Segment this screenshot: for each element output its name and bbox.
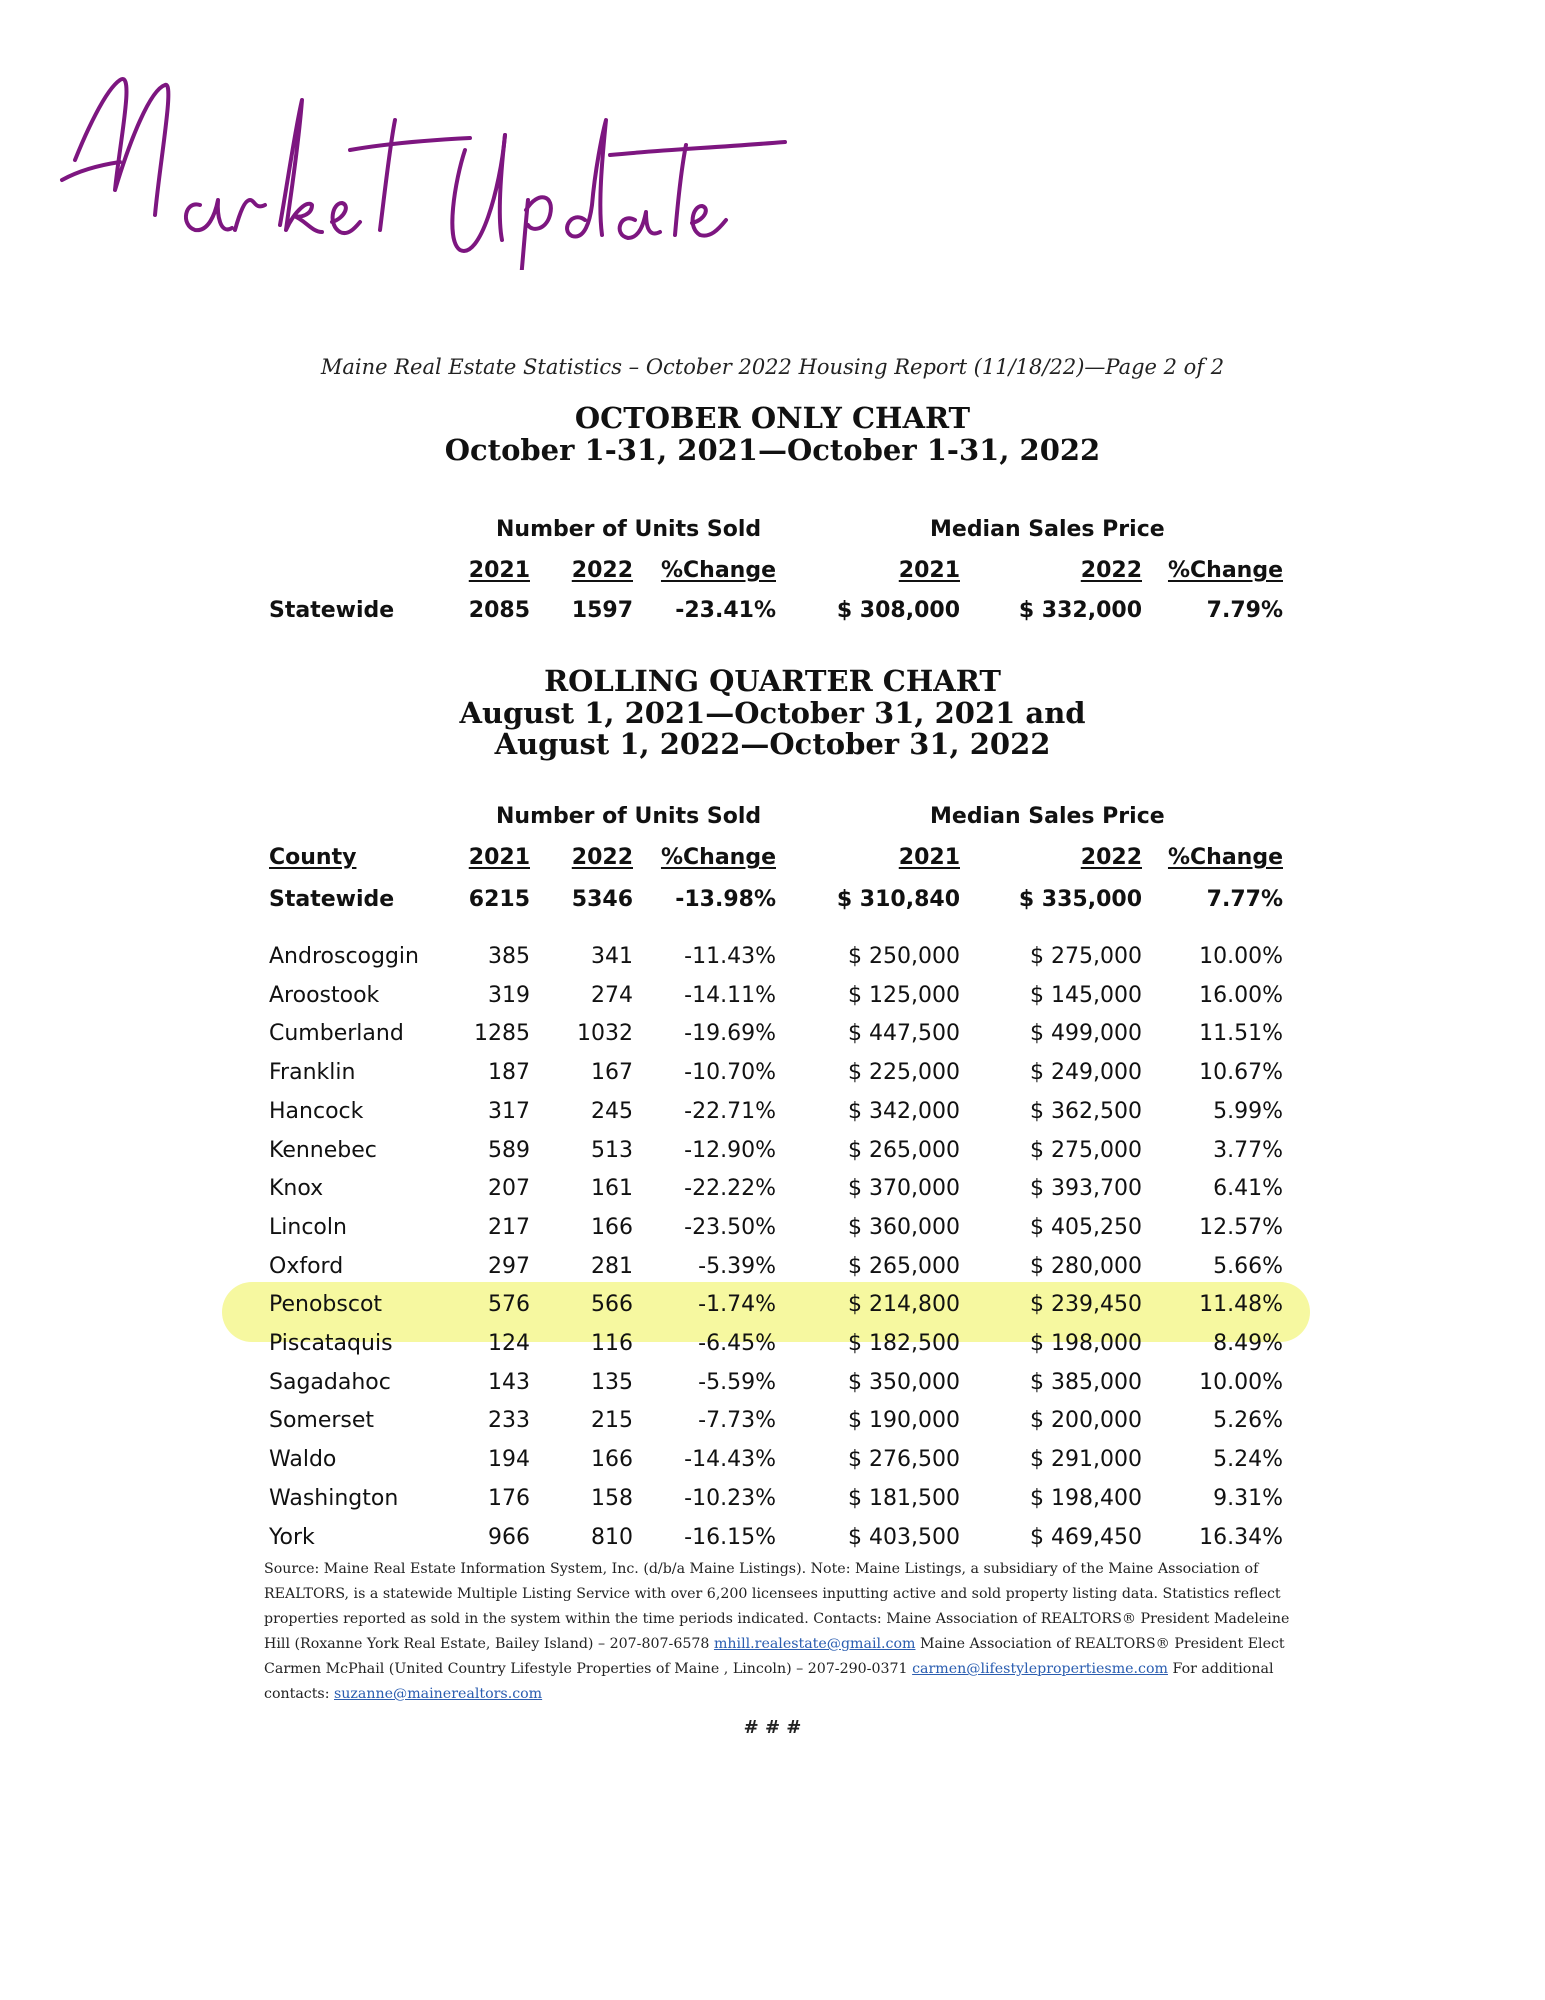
rolling-statewide-units-change: -13.98%: [675, 887, 776, 912]
cell-price-2021: $ 225,000: [848, 1060, 960, 1086]
cell-units-change: -14.43%: [684, 1447, 776, 1473]
cell-price-2022: $ 385,000: [1030, 1369, 1142, 1395]
cell-county: Washington: [269, 1485, 399, 1511]
rolling-chart-dates-2: August 1, 2022—October 31, 2022: [494, 727, 1051, 761]
cell-price-2022: $ 198,400: [1030, 1485, 1142, 1511]
rolling-units-group-header: Number of Units Sold: [496, 804, 762, 829]
cell-units-2021: 143: [488, 1369, 530, 1395]
cell-units-change: -6.45%: [698, 1331, 776, 1356]
cell-price-2022: $ 145,000: [1030, 982, 1142, 1008]
cell-units-2021: 187: [488, 1060, 530, 1086]
cell-units-2022: 158: [591, 1485, 633, 1511]
cell-units-2022: 245: [591, 1098, 633, 1124]
cell-county: Sagadahoc: [269, 1369, 391, 1395]
cell-price-2021: $ 214,800: [848, 1292, 960, 1318]
cell-units-2021: 966: [488, 1524, 530, 1550]
cell-units-change: -11.43%: [684, 944, 776, 969]
cell-units-change: -22.71%: [684, 1098, 776, 1124]
cell-units-2022: 166: [591, 1447, 633, 1473]
cell-price-2022: $ 275,000: [1030, 1137, 1142, 1163]
cell-units-change: -19.69%: [684, 1021, 776, 1047]
report-subtitle: Maine Real Estate Statistics – October 2022 Housing Report (11/18/22)—Page 2 of 2: [320, 355, 1225, 379]
cell-price-change: 11.51%: [1199, 1021, 1283, 1047]
cell-units-2022: 166: [591, 1214, 633, 1240]
cell-price-2022: $ 393,700: [1030, 1176, 1142, 1202]
cell-price-2022: $ 291,000: [1030, 1447, 1142, 1473]
rolling-chart-title: ROLLING QUARTER CHART: [544, 664, 1001, 698]
cell-units-change: -12.90%: [684, 1137, 776, 1163]
october-units-change: -23.41%: [675, 598, 776, 623]
cell-units-2022: 161: [591, 1176, 633, 1202]
cell-price-change: 11.48%: [1199, 1292, 1283, 1318]
rolling-header-units-2022: 2022: [571, 845, 633, 870]
rolling-statewide-price-2021: $ 310,840: [836, 887, 960, 912]
footnote-text-1: Source: Maine Real Estate Information System, Inc. (d/b/a Maine Listings). Note: Maine Listings, a subsidiary of the Maine Association of REALTORS, is a statewide Multiple Listing Service with over 6,200 licensees inputting active and sold property listing data. Statistics reflect properties reported as sold in the system within the time periods indicated. Contacts: Maine Association of REALTORS® President Madeleine Hill (Roxanne York Real Estate, Bailey Island) – 207-807-6578: [264, 1561, 1290, 1652]
cell-units-change: -16.15%: [684, 1524, 776, 1550]
rolling-header-units-2021: 2021: [468, 845, 530, 870]
october-price-2021: $ 308,000: [836, 598, 960, 623]
cell-units-2021: 589: [488, 1137, 530, 1163]
cell-price-change: 10.00%: [1199, 1369, 1283, 1395]
cell-county: Kennebec: [269, 1137, 377, 1163]
october-chart-dates: October 1-31, 2021—October 1-31, 2022: [444, 433, 1101, 467]
cell-price-change: 9.31%: [1213, 1485, 1283, 1511]
cell-units-2022: 513: [591, 1137, 633, 1163]
cell-county: Franklin: [269, 1060, 356, 1086]
cell-units-change: -7.73%: [698, 1408, 776, 1434]
rolling-header-price-2021: 2021: [898, 845, 960, 870]
market-update-logo: [50, 40, 790, 270]
cell-units-2021: 297: [488, 1253, 530, 1279]
source-footnote: [264, 1557, 1294, 1707]
cell-units-change: -14.11%: [684, 982, 776, 1008]
october-price-2022: $ 332,000: [1018, 598, 1142, 623]
october-header-units-2022: 2022: [571, 558, 633, 583]
end-marks: # # #: [743, 1717, 802, 1738]
cell-price-2022: $ 239,450: [1030, 1292, 1142, 1318]
cell-units-change: -22.22%: [684, 1176, 776, 1202]
cell-county: Aroostook: [269, 982, 380, 1008]
cell-county: Hancock: [269, 1098, 364, 1124]
october-header-price-2022: 2022: [1080, 558, 1142, 583]
cell-county: Cumberland: [269, 1021, 404, 1047]
cell-units-2021: 317: [488, 1098, 530, 1124]
cell-price-2022: $ 405,250: [1030, 1214, 1142, 1240]
cell-price-2021: $ 276,500: [848, 1447, 960, 1473]
rolling-statewide-label: Statewide: [269, 887, 395, 912]
cell-units-2022: 135: [591, 1369, 633, 1395]
cell-price-2022: $ 280,000: [1030, 1253, 1142, 1279]
october-header-units-2021: 2021: [468, 558, 530, 583]
rolling-statewide-units-2022: 5346: [571, 887, 633, 912]
cell-units-2021: 385: [488, 944, 530, 969]
cell-units-2022: 1032: [577, 1021, 633, 1047]
rolling-price-group-header: Median Sales Price: [930, 804, 1165, 829]
cell-price-2022: $ 275,000: [1030, 944, 1142, 969]
cell-price-2022: $ 198,000: [1030, 1331, 1142, 1356]
cell-units-2022: 810: [591, 1524, 633, 1550]
cell-units-2022: 281: [591, 1253, 633, 1279]
cell-units-2021: 217: [488, 1214, 530, 1240]
cell-price-change: 8.49%: [1213, 1331, 1283, 1356]
cell-price-change: 10.67%: [1199, 1060, 1283, 1086]
cell-units-2021: 1285: [474, 1021, 530, 1047]
cell-price-2021: $ 370,000: [848, 1176, 960, 1202]
footnote-text-3: For additional contacts:: [264, 1661, 1274, 1702]
cell-units-change: -1.74%: [698, 1292, 776, 1318]
cell-price-2022: $ 362,500: [1030, 1098, 1142, 1124]
cell-price-2022: $ 200,000: [1030, 1408, 1142, 1434]
october-header-price-2021: 2021: [898, 558, 960, 583]
cell-units-2021: 576: [488, 1292, 530, 1318]
cell-price-2021: $ 181,500: [848, 1485, 960, 1511]
email-link-suzanne[interactable]: suzanne@mainerealtors.com: [334, 1686, 543, 1702]
email-link-carmen[interactable]: carmen@lifestylepropertiesme.com: [912, 1661, 1168, 1677]
cell-units-change: -10.70%: [684, 1060, 776, 1086]
cell-units-2022: 566: [591, 1292, 633, 1318]
cell-units-change: -23.50%: [684, 1214, 776, 1240]
cell-price-change: 5.99%: [1213, 1098, 1283, 1124]
cell-price-2021: $ 350,000: [848, 1369, 960, 1395]
cell-units-change: -5.59%: [698, 1369, 776, 1395]
cell-price-change: 5.26%: [1213, 1408, 1283, 1434]
cell-price-change: 16.34%: [1199, 1524, 1283, 1550]
cell-units-2022: 341: [591, 944, 633, 969]
cell-units-2022: 116: [591, 1331, 633, 1356]
cell-units-2021: 319: [488, 982, 530, 1008]
cell-county: Piscataquis: [269, 1331, 393, 1356]
cell-price-2021: $ 265,000: [848, 1137, 960, 1163]
october-header-units-change: %Change: [660, 558, 776, 583]
october-header-price-change: %Change: [1167, 558, 1283, 583]
cell-units-2021: 207: [488, 1176, 530, 1202]
cell-county: Lincoln: [269, 1214, 347, 1240]
cell-units-2021: 124: [488, 1331, 530, 1356]
cell-county: Androscoggin: [269, 944, 419, 969]
cell-price-change: 16.00%: [1199, 982, 1283, 1008]
cell-county: York: [269, 1524, 315, 1550]
cell-price-change: 10.00%: [1199, 944, 1283, 969]
cell-units-2021: 176: [488, 1485, 530, 1511]
cell-price-2021: $ 182,500: [848, 1331, 960, 1356]
cell-price-2021: $ 265,000: [848, 1253, 960, 1279]
cell-price-2021: $ 360,000: [848, 1214, 960, 1240]
rolling-statewide-units-2021: 6215: [468, 887, 530, 912]
cell-units-change: -10.23%: [684, 1485, 776, 1511]
cell-county: Penobscot: [269, 1292, 383, 1318]
rolling-statewide-price-change: 7.77%: [1206, 887, 1283, 912]
cell-price-2021: $ 447,500: [848, 1021, 960, 1047]
footnote-text-2: Maine Association of REALTORS® President Elect Carmen McPhail (United Country Lifestyle Properties of Maine , Lincoln) – 207-290-0371: [264, 1636, 1285, 1677]
cell-price-2021: $ 190,000: [848, 1408, 960, 1434]
cell-price-2022: $ 469,450: [1030, 1524, 1142, 1550]
cell-price-2021: $ 403,500: [848, 1524, 960, 1550]
cell-units-change: -5.39%: [698, 1253, 776, 1279]
october-price-change: 7.79%: [1206, 598, 1283, 623]
rolling-chart-dates-1: August 1, 2021—October 31, 2021 and: [459, 696, 1086, 730]
cell-county: Oxford: [269, 1253, 344, 1279]
cell-price-change: 5.66%: [1213, 1253, 1283, 1279]
rolling-header-county: County: [269, 845, 357, 870]
cell-price-change: 6.41%: [1213, 1176, 1283, 1202]
cell-price-2021: $ 342,000: [848, 1098, 960, 1124]
rolling-header-units-change: %Change: [660, 845, 776, 870]
rolling-header-price-change: %Change: [1167, 845, 1283, 870]
cell-units-2021: 233: [488, 1408, 530, 1434]
cell-units-2022: 167: [591, 1060, 633, 1086]
rolling-header-price-2022: 2022: [1080, 845, 1142, 870]
cell-units-2022: 215: [591, 1408, 633, 1434]
cell-county: Knox: [269, 1176, 324, 1202]
cell-price-2021: $ 250,000: [848, 944, 960, 969]
cell-county: Waldo: [269, 1447, 337, 1473]
cell-units-2021: 194: [488, 1447, 530, 1473]
october-price-group-header: Median Sales Price: [930, 517, 1165, 542]
cell-county: Somerset: [269, 1408, 375, 1434]
cell-price-2022: $ 249,000: [1030, 1060, 1142, 1086]
cell-price-change: 12.57%: [1199, 1214, 1283, 1240]
cell-price-change: 3.77%: [1213, 1137, 1283, 1163]
cell-price-2022: $ 499,000: [1030, 1021, 1142, 1047]
october-units-group-header: Number of Units Sold: [496, 517, 762, 542]
cell-price-2021: $ 125,000: [848, 982, 960, 1008]
october-chart-title: OCTOBER ONLY CHART: [574, 401, 971, 435]
october-units-2021: 2085: [468, 598, 530, 623]
cell-units-2022: 274: [591, 982, 633, 1008]
october-row-label: Statewide: [269, 598, 395, 623]
email-link-mhill[interactable]: mhill.realestate@gmail.com: [713, 1636, 916, 1652]
october-units-2022: 1597: [571, 598, 633, 623]
rolling-statewide-price-2022: $ 335,000: [1018, 887, 1142, 912]
cell-price-change: 5.24%: [1213, 1447, 1283, 1473]
